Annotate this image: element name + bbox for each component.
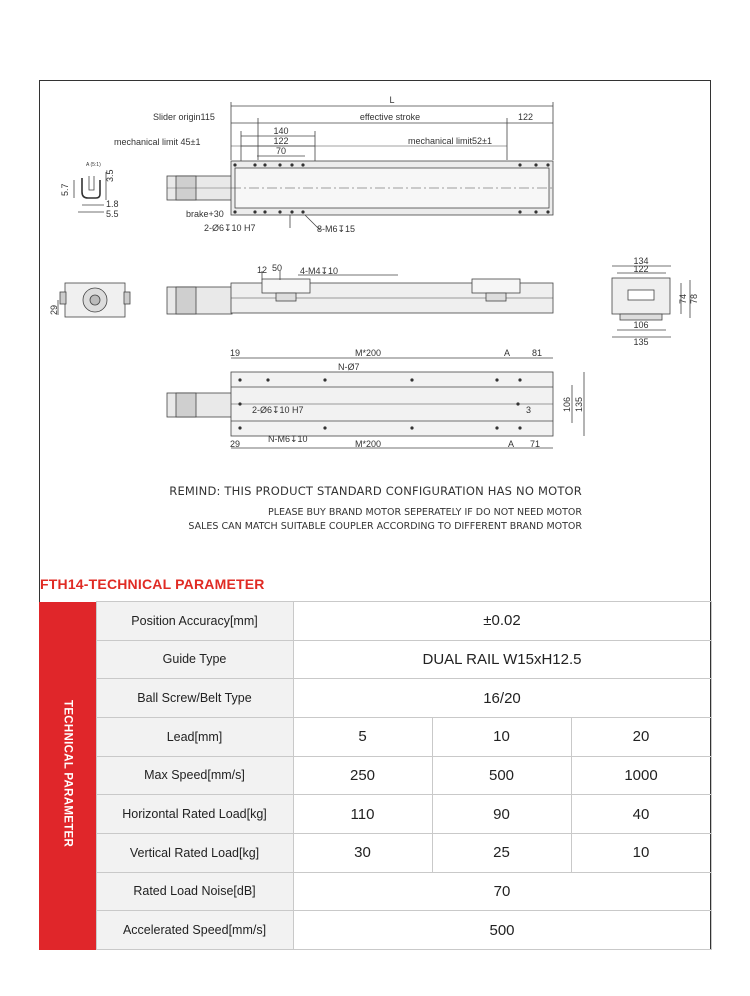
lead-label: Lead[mm] [96, 717, 293, 756]
bottom-m200-top: M*200 [354, 348, 382, 358]
max-speed-value-1: 250 [293, 756, 432, 795]
bottom-n7: N-Ø7 [338, 362, 360, 372]
end-dim-78: 78 [689, 293, 699, 304]
bottom-dim-3: 3 [526, 405, 532, 415]
accelerated-speed-value: 500 [293, 911, 711, 950]
dim-3-5: 3.5 [105, 169, 115, 182]
dim-5-5: 5.5 [106, 209, 119, 219]
dim-70: 70 [275, 146, 287, 156]
vertical-load-value-3: 10 [571, 833, 711, 872]
dim-29: 29 [49, 304, 59, 315]
table-row [39, 640, 711, 679]
accelerated-speed-label: Accelerated Speed[mm/s] [96, 911, 293, 950]
brake-label: brake+30 [186, 209, 224, 219]
detail-a-label: A (5:1) [86, 162, 101, 168]
top-view [114, 95, 553, 234]
side-label-cell [39, 602, 96, 950]
table-row [39, 833, 711, 872]
hole-8-label: 8-M6↧15 [317, 224, 356, 234]
ball-screw-label: Ball Screw/Belt Type [96, 679, 293, 718]
detail-a [60, 162, 119, 219]
lead-value-3: 20 [571, 717, 711, 756]
bottom-a-top: A [504, 348, 511, 358]
vertical-load-value-1: 30 [293, 833, 432, 872]
table-row [39, 717, 711, 756]
effective-stroke-label: effective stroke [359, 112, 421, 122]
bottom-hole-2: 2-Ø6↧10 H7 [252, 405, 304, 415]
bottom-dim-135: 135 [574, 396, 584, 412]
table-row [39, 602, 711, 641]
slider-origin-label: Slider origin115 [153, 112, 215, 122]
bottom-m200-bottom: M*200 [354, 439, 382, 449]
max-speed-value-3: 1000 [571, 756, 711, 795]
dim-12: 12 [257, 265, 268, 275]
tech-parameter-title: FTH14-TECHNICAL PARAMETER [40, 576, 265, 592]
position-accuracy-value: ±0.02 [293, 602, 711, 641]
mech-limit-right: mechanical limit52±1 [408, 136, 492, 146]
bottom-view [167, 348, 584, 449]
bottom-n-m6: N-M6↧10 [268, 434, 308, 444]
bottom-dim-29: 29 [230, 439, 241, 449]
horizontal-load-label: Horizontal Rated Load[kg] [96, 795, 293, 834]
dim-L: L [389, 95, 395, 105]
end-dim-134: 134 [633, 256, 649, 266]
horizontal-load-value-3: 40 [571, 795, 711, 834]
end-dim-122: 122 [633, 264, 649, 274]
vertical-load-label: Vertical Rated Load[kg] [96, 833, 293, 872]
dim-50: 50 [272, 263, 283, 273]
end-dim-106: 106 [633, 320, 649, 330]
hole-2-label: 2-Ø6↧10 H7 [204, 223, 256, 233]
end-dim-135: 135 [633, 337, 649, 347]
table-row [39, 795, 711, 834]
dim-122: 122 [273, 136, 289, 146]
dim-1-8: 1.8 [106, 199, 119, 209]
noise-value: 70 [293, 872, 711, 911]
table-row [39, 756, 711, 795]
tech-parameter-table [39, 601, 712, 950]
horizontal-load-value-1: 110 [293, 795, 432, 834]
position-accuracy-label: Position Accuracy[mm] [96, 602, 293, 641]
remind-line-2: PLEASE BUY BRAND MOTOR SEPERATELY IF DO NOT NEED MOTOR [267, 507, 582, 518]
dim-5-7: 5.7 [60, 183, 70, 196]
bottom-dim-81: 81 [532, 348, 543, 358]
vertical-load-value-2: 25 [432, 833, 571, 872]
guide-type-label: Guide Type [96, 640, 293, 679]
ball-screw-value: 16/20 [293, 679, 711, 718]
bottom-dim-71: 71 [530, 439, 541, 449]
mech-limit-left: mechanical limit 45±1 [114, 137, 201, 147]
remind-line-1: REMIND: THIS PRODUCT STANDARD CONFIGURATION HAS NO MOTOR [169, 484, 582, 498]
max-speed-label: Max Speed[mm/s] [96, 756, 293, 795]
table-row [39, 872, 711, 911]
guide-type-value: DUAL RAIL W15xH12.5 [293, 640, 711, 679]
lead-value-2: 10 [432, 717, 571, 756]
middle-view [49, 263, 553, 317]
end-view [612, 256, 699, 347]
end-dim-74: 74 [678, 293, 688, 304]
bottom-dim-106: 106 [562, 396, 572, 412]
hole-4-label: 4-M4↧10 [300, 266, 339, 276]
remind-line-3: SALES CAN MATCH SUITABLE COUPLER ACCORDING TO DIFFERENT BRAND MOTOR [188, 521, 582, 532]
side-label: TECHNICAL PARAMETER [61, 700, 74, 848]
max-speed-value-2: 500 [432, 756, 571, 795]
noise-label: Rated Load Noise[dB] [96, 872, 293, 911]
table-row [39, 679, 711, 718]
bottom-dim-19: 19 [230, 348, 241, 358]
bottom-a-bottom: A [508, 439, 515, 449]
lead-value-1: 5 [293, 717, 432, 756]
dim-122-right: 122 [518, 112, 534, 122]
dim-140: 140 [273, 126, 289, 136]
horizontal-load-value-2: 90 [432, 795, 571, 834]
table-row [39, 911, 711, 950]
